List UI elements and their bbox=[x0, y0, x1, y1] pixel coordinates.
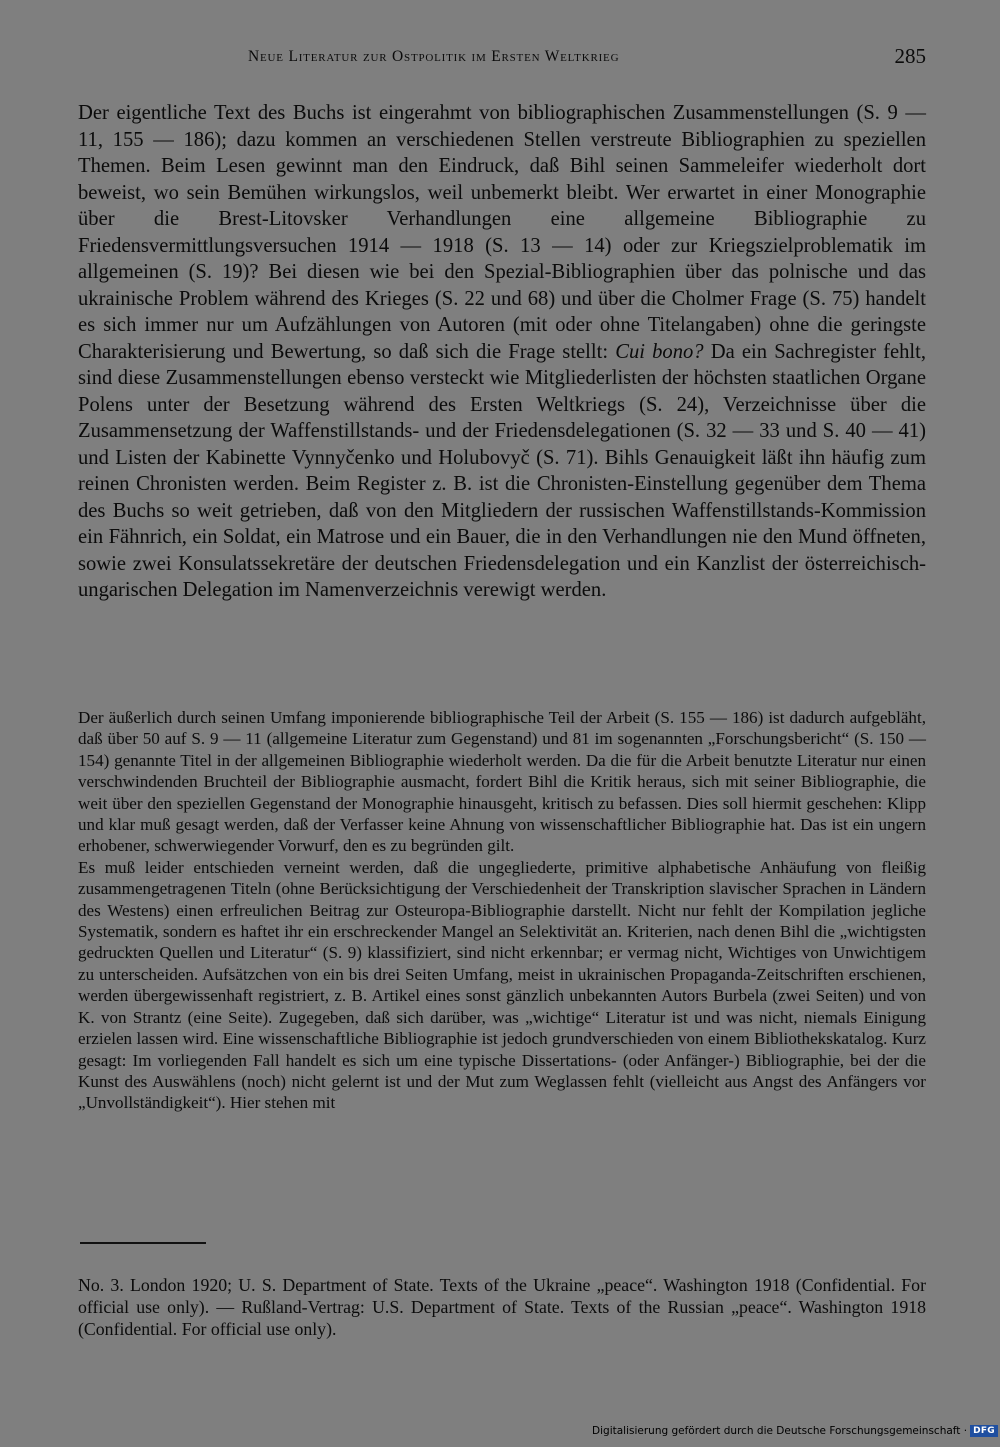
page-header bbox=[78, 44, 926, 74]
main-paragraph: Der eigentliche Text des Buchs ist eingerahmt von bibliographischen Zusammenstellungen (S. 9 — 11, 155 — 186); dazu kommen an verschiedenen Stellen verstreute Bibliographien zu speziellen Themen. Beim Lesen gewinnt man den Eindruck, daß Bihl seinen Sammeleifer wiederholt dort beweist, wo sein Bemühen wirkungslos, weil unbemerkt bleibt. Wer erwartet in einer Monographie über die Brest-Litovsker Verhandlungen eine allgemeine Bibliographie zu Friedensvermittlungsversuchen 1914 — 1918 (S. 13 — 14) oder zur Kriegszielproblematik im allgemeinen (S. 19)? Bei diesen wie bei den Spezial-Bibliographien über das polnische und das ukrainische Problem während des Krieges (S. 22 und 68) und über die Cholmer Frage (S. 75) handelt es sich immer nur um Aufzählungen von Autoren (mit oder ohne Titelangaben) ohne die geringste Charakterisierung und Bewertung, so daß sich die Frage stellt: Cui bono? Da ein Sachregister fehlt, sind diese Zusammenstellungen ebenso versteckt wie Mitgliederlisten der höchsten staatlichen Organe Polens unter der Besetzung während des Ersten Weltkriegs (S. 24), Verzeichnisse über die Zusammensetzung der Waffenstillstands- und der Friedensdelegationen (S. 32 — 33 und S. 40 — 41) und Listen der Kabinette Vynnyčenko und Holubovyč (S. 71). Bihls Genauigkeit läßt ihn häufig zum reinen Chronisten werden. Beim Register z. B. ist die Chronisten-Einstellung gegenüber dem Thema des Buchs so weit getrieben, daß von den Mitgliedern der russischen Waffenstillstands-Kommission ein Fähnrich, ein Soldat, ein Matrose und ein Bauer, die in den Verhandlungen nie den Mund öffneten, sowie zwei Konsulatssekretäre der deutschen Friedensdelegation und ein Kanzlist der österreichisch-ungarischen Delegation im Namenverzeichnis verewigt werden. bbox=[78, 102, 927, 601]
credit-text: Digitalisierung gefördert durch die Deutsche Forschungsgemeinschaft · bbox=[592, 1425, 968, 1437]
dfg-logo-icon: DFG bbox=[970, 1425, 998, 1437]
small-print-section bbox=[78, 707, 926, 1114]
small-paragraph-2: Es muß leider entschieden verneint werden, daß die ungegliederte, primitive alphabetische Anhäufung von fleißig zusammengetragenen Titeln (ohne Berücksichtigung der Verschiedenheit der Transkription slavischer Sprachen in Ländern des Westens) einen erfreulichen Beitrag zur Osteuropa-Bibliographie darstellt. Nicht nur fehlt der Kompilation jegliche Systematik, sondern es haftet ihr ein erschreckender Mangel an Selektivität an. Kriterien, nach denen Bihl die „wichtigsten gedruckten Quellen und Literatur“ (S. 9) klassifiziert, sind nicht erkennbar; er vermag nicht, Wichtiges von Unwichtigem zu unterscheiden. Aufsätzchen von ein bis drei Seiten Umfang, meist in ukrainischen Propaganda-Zeitschriften erschienen, werden übergewissenhaft registriert, z. B. Artikel eines sonst gänzlich unbekannten Autors Burbela (zwei Seiten) und von K. von Strantz (eine Seite). Zugegeben, daß sich darüber, was „wichtige“ Literatur ist und was nicht, niemals Einigung erzielen lassen wird. Eine wissenschaftliche Bibliographie ist jedoch grundverschieden von einem Bibliothekskatalog. Kurz gesagt: Im vorliegenden Fall handelt es sich um eine typische Dissertations- (oder Anfänger-) Bibliographie, bei der die Kunst des Auswählens (noch) nicht gelernt ist und der Mut zum Weglassen fehlt (vielleicht aus Angst des Anfängers vor „Unvollständigkeit“). Hier stehen mit bbox=[78, 857, 926, 1113]
footnote-rule bbox=[80, 1242, 206, 1244]
page-number: 285 bbox=[894, 44, 926, 68]
footnote-section bbox=[78, 1274, 926, 1340]
main-text bbox=[78, 100, 926, 604]
small-paragraph-1: Der äußerlich durch seinen Umfang imponierende bibliographische Teil der Arbeit (S. 155 — 186) ist dadurch aufgebläht, daß über 50 auf S. 9 — 11 (allgemeine Literatur zum Gegenstand) und 81 im sogenannten „Forschungsbericht“ (S. 150 — 154) genannte Titel in der allgemeinen Bibliographie wiederholt werden. Da die für die Arbeit benutzte Literatur nur einen verschwindenden Bruchteil der Bibliographie ausmacht, fordert Bihl die Kritik heraus, sich mit seiner Bibliographie, die weit über den speziellen Gegenstand der Monographie hinausgeht, kritisch zu befassen. Dies soll hiermit geschehen: Klipp und klar muß gesagt werden, daß der Verfasser keine Ahnung von wissenschaftlicher Bibliographie hat. Das ist ein ungern erhobener, schwerwiegender Vorwurf, den es zu begründen gilt. bbox=[78, 708, 926, 856]
footnote-text: No. 3. London 1920; U. S. Department of State. Texts of the Ukraine „peace“. Washington 1918 (Confidential. For official use only). — Rußland-Vertrag: U.S. Department of State. Texts of the Russian „peace“. Washington 1918 (Confidential. For official use only). bbox=[78, 1275, 926, 1339]
digitization-credit bbox=[592, 1423, 998, 1439]
running-title: Neue Literatur zur Ostpolitik im Ersten Weltkrieg bbox=[248, 48, 620, 65]
